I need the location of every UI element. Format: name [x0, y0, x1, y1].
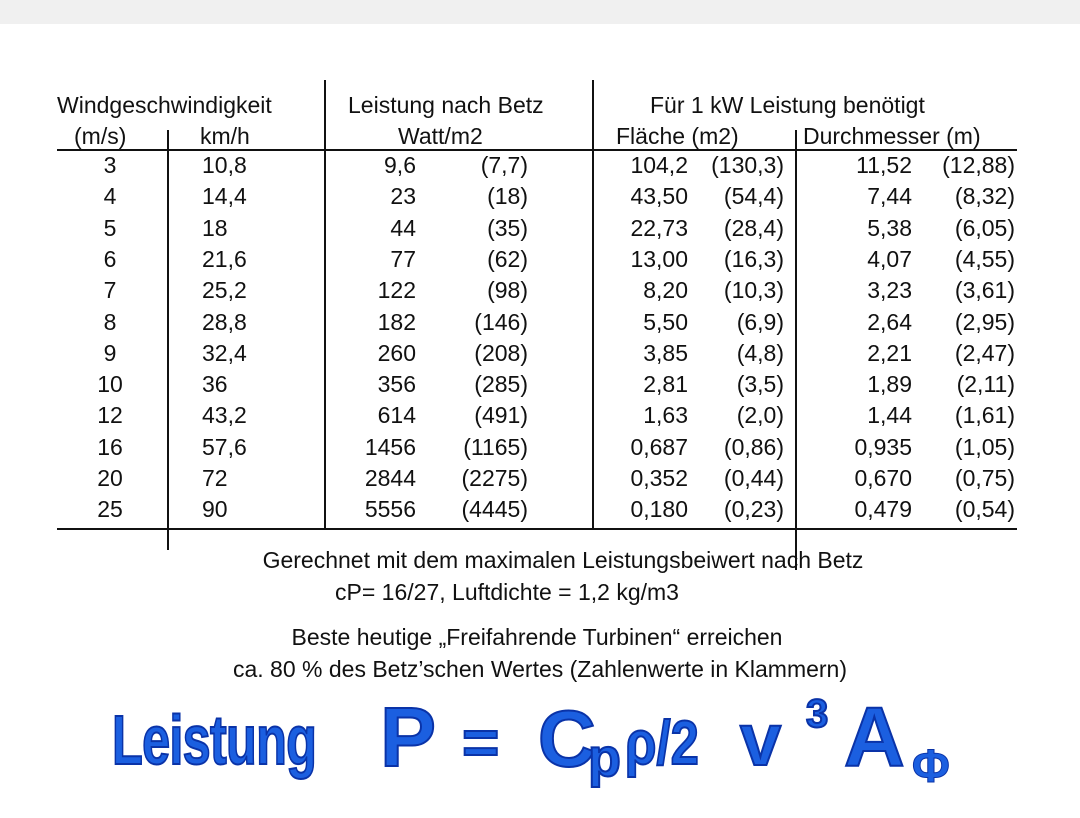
formula-a-subscript: Φ	[912, 740, 950, 792]
header-underline	[57, 149, 1017, 151]
cell-dia: 1,44	[867, 402, 912, 429]
cell-dia: 2,21	[867, 339, 912, 366]
cell-area-real: (0,23)	[723, 496, 784, 523]
cell-dia-real: (12,88)	[942, 152, 1015, 178]
formula-c: C	[538, 694, 596, 783]
cell-watt-real: (62)	[487, 245, 528, 272]
cell-watt: 356	[377, 371, 416, 398]
cell-kmh: 28,8	[202, 308, 247, 335]
cell-watt-real: (285)	[474, 371, 528, 398]
header-required: Für 1 kW Leistung benötigt	[650, 92, 925, 118]
cell-area: 43,50	[630, 183, 688, 210]
cell-kmh: 72	[202, 465, 228, 491]
header-unit-kmh: km/h	[200, 123, 250, 149]
cell-ms: 25	[97, 496, 123, 523]
cell-area-real: (10,3)	[723, 277, 784, 304]
cell-kmh: 43,2	[202, 402, 247, 429]
cell-area-real: (0,86)	[723, 433, 784, 460]
cell-area: 3,85	[643, 339, 688, 366]
cell-watt: 5556	[364, 496, 416, 523]
cell-watt-real: (98)	[487, 277, 528, 304]
cell-area-real: (28,4)	[723, 214, 784, 241]
cell-watt: 614	[377, 402, 416, 429]
cell-dia: 5,38	[867, 214, 912, 241]
header-power: Leistung nach Betz	[348, 92, 544, 118]
cell-area-real: (3,5)	[736, 371, 784, 398]
cell-area: 8,20	[643, 277, 688, 304]
cell-ms: 8	[103, 308, 117, 335]
cell-dia-real: (2,11)	[956, 371, 1015, 398]
cell-ms: 9	[103, 339, 117, 366]
formula-a: A	[844, 690, 905, 784]
cell-kmh: 25,2	[202, 277, 247, 304]
cell-watt-real: (18)	[487, 183, 528, 210]
cell-area-real: (16,3)	[723, 245, 784, 272]
formula-v: v	[740, 698, 782, 781]
cell-kmh: 14,4	[202, 183, 247, 210]
cell-area: 13,00	[630, 245, 688, 272]
cell-kmh: 21,6	[202, 245, 247, 272]
cell-dia-real: (0,75)	[954, 465, 1015, 491]
cell-ms: 5	[103, 214, 117, 241]
note-turbines: Beste heutige „Freifahrende Turbinen“ erreichen	[291, 624, 783, 650]
cell-area: 22,73	[630, 214, 688, 241]
cell-dia: 4,07	[867, 245, 912, 272]
cell-kmh: 10,8	[202, 152, 247, 178]
note-betz: Gerechnet mit dem maximalen Leistungsbeiwert nach Betz	[262, 547, 864, 573]
divider-power-required	[592, 80, 594, 530]
cell-dia-real: (2,47)	[954, 339, 1015, 366]
cell-area: 0,687	[630, 433, 688, 460]
divider-ms-kmh	[167, 130, 169, 550]
cell-dia-real: (6,05)	[954, 214, 1015, 241]
cell-watt-real: (208)	[474, 339, 528, 366]
cell-watt-real: (7,7)	[480, 152, 528, 178]
cell-kmh: 18	[202, 214, 228, 241]
cell-kmh: 32,4	[202, 339, 247, 366]
cell-area: 5,50	[643, 308, 688, 335]
cell-dia: 2,64	[867, 308, 912, 335]
formula-rho: ρ/2	[625, 709, 699, 778]
cell-watt: 23	[390, 183, 416, 210]
cell-watt-real: (491)	[474, 402, 528, 429]
cell-ms: 6	[103, 245, 117, 272]
cell-dia: 11,52	[856, 152, 912, 178]
cell-area: 2,81	[643, 371, 688, 398]
cell-dia-real: (0,54)	[954, 496, 1015, 523]
cell-area-real: (130,3)	[711, 152, 784, 178]
cell-area-real: (0,44)	[723, 465, 784, 491]
cell-dia-real: (1,05)	[954, 433, 1015, 460]
cell-watt: 122	[377, 277, 416, 304]
cell-ms: 3	[103, 152, 117, 178]
note-percentage: ca. 80 % des Betz’schen Wertes (Zahlenwerte in Klammern)	[232, 656, 848, 682]
cell-dia: 0,479	[854, 496, 912, 523]
cell-watt-real: (146)	[474, 308, 528, 335]
cell-watt: 9,6	[384, 152, 416, 178]
cell-watt-real: (4445)	[461, 496, 528, 523]
cell-dia-real: (1,61)	[954, 402, 1015, 429]
formula-p: P	[380, 690, 437, 784]
cell-area-real: (6,9)	[736, 308, 784, 335]
cell-watt: 1456	[364, 433, 416, 460]
formula-v-exponent: 3	[806, 692, 829, 736]
cell-dia-real: (3,61)	[954, 277, 1015, 304]
formula-c-subscript: p	[588, 728, 621, 788]
top-bar	[0, 0, 1080, 24]
cell-area-real: (4,8)	[736, 339, 784, 366]
cell-ms: 20	[97, 465, 123, 491]
note-constants: cP= 16/27, Luftdichte = 1,2 kg/m3	[335, 579, 679, 605]
cell-watt-real: (35)	[487, 214, 528, 241]
cell-area: 0,180	[630, 496, 688, 523]
formula-equals: =	[462, 706, 500, 778]
cell-area: 1,63	[643, 402, 688, 429]
cell-dia: 0,670	[854, 465, 912, 491]
cell-dia: 1,89	[867, 371, 912, 398]
divider-area-diameter	[795, 130, 797, 570]
divider-wind-power	[324, 80, 326, 530]
cell-dia: 3,23	[867, 277, 912, 304]
cell-kmh: 57,6	[202, 433, 247, 460]
cell-dia-real: (2,95)	[954, 308, 1015, 335]
cell-dia: 0,935	[854, 433, 912, 460]
cell-kmh: 36	[202, 371, 228, 398]
cell-dia: 7,44	[867, 183, 912, 210]
cell-ms: 4	[103, 183, 117, 210]
cell-watt: 44	[390, 214, 416, 241]
cell-area: 0,352	[630, 465, 688, 491]
cell-watt-real: (1165)	[463, 433, 528, 460]
table-bottom-line	[57, 528, 1017, 530]
cell-area-real: (2,0)	[736, 402, 784, 429]
cell-watt-real: (2275)	[461, 465, 528, 491]
cell-watt: 182	[377, 308, 416, 335]
cell-area-real: (54,4)	[723, 183, 784, 210]
cell-watt: 2844	[364, 465, 416, 491]
cell-kmh: 90	[202, 496, 228, 523]
cell-ms: 10	[97, 371, 123, 398]
formula-word: Leistung	[112, 701, 317, 779]
cell-ms: 12	[97, 402, 123, 429]
cell-watt: 77	[390, 245, 416, 272]
header-unit-ms: (m/s)	[74, 123, 127, 149]
cell-ms: 16	[97, 433, 123, 460]
cell-watt: 260	[377, 339, 416, 366]
header-wind-speed: Windgeschwindigkeit	[57, 92, 272, 118]
header-unit-watt: Watt/m2	[398, 123, 483, 149]
cell-area: 104,2	[630, 152, 688, 178]
cell-dia-real: (8,32)	[954, 183, 1015, 210]
cell-ms: 7	[103, 277, 117, 304]
header-unit-area: Fläche (m2)	[616, 123, 739, 149]
header-unit-diameter: Durchmesser (m)	[803, 123, 981, 149]
cell-dia-real: (4,55)	[954, 245, 1015, 272]
